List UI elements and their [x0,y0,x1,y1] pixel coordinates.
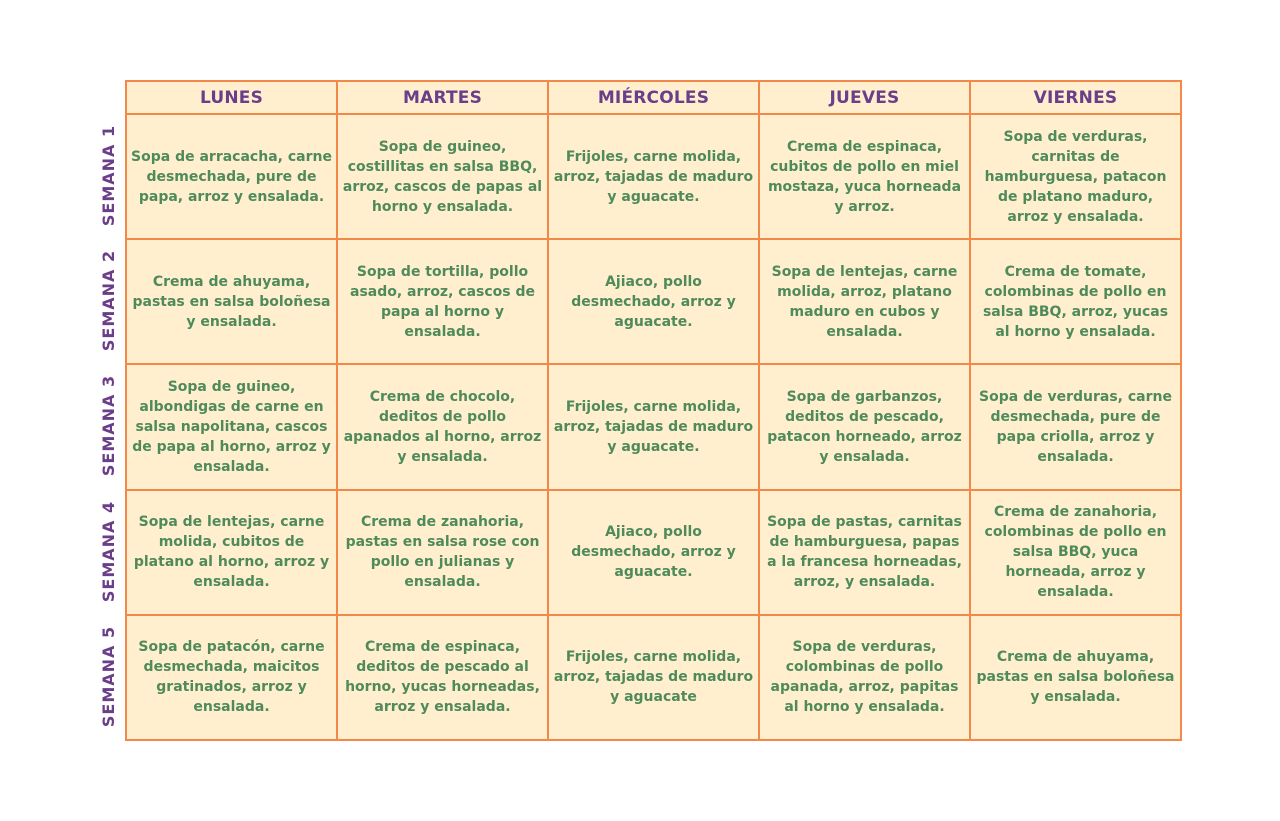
week-row-5 [126,615,1181,740]
meal-cell: Crema de tomate, colombinas de pollo en salsa BBQ, arroz, yucas al horno y ensalada. [970,239,1181,364]
meal-cell: Sopa de lentejas, carne molida, arroz, platano maduro en cubos y ensalada. [759,239,970,364]
meal-cell: Sopa de tortilla, pollo asado, arroz, cascos de papa al horno y ensalada. [337,239,548,364]
day-header-wednesday: MIÉRCOLES [548,81,759,114]
week-label-1: SEMANA 1 [99,124,119,227]
meal-cell: Crema de zanahoria, pastas en salsa rose con pollo en julianas y ensalada. [337,490,548,615]
meal-cell: Ajiaco, pollo desmechado, arroz y aguacate. [548,490,759,615]
meal-cell: Sopa de verduras, colombinas de pollo apanada, arroz, papitas al horno y ensalada. [759,615,970,740]
weekly-menu-table [125,80,1182,741]
meal-cell: Ajiaco, pollo desmechado, arroz y aguacate. [548,239,759,364]
week-label-4: SEMANA 4 [99,500,119,603]
meal-cell: Frijoles, carne molida, arroz, tajadas de maduro y aguacate. [548,364,759,489]
week-row-1 [126,114,1181,239]
meal-cell: Crema de ahuyama, pastas en salsa boloñesa y ensalada. [970,615,1181,740]
meal-cell: Frijoles, carne molida, arroz, tajadas de maduro y aguacate. [548,114,759,239]
meal-cell: Sopa de pastas, carnitas de hamburguesa, papas a la francesa horneadas, arroz, y ensalada. [759,490,970,615]
week-label-5: SEMANA 5 [99,625,119,728]
meal-cell: Sopa de patacón, carne desmechada, maicitos gratinados, arroz y ensalada. [126,615,337,740]
meal-cell: Sopa de guineo, albondigas de carne en salsa napolitana, cascos de papa al horno, arroz y ensalada. [126,364,337,489]
meal-cell: Sopa de verduras, carnitas de hamburguesa, patacon de platano maduro, arroz y ensalada. [970,114,1181,239]
week-label-3: SEMANA 3 [99,374,119,477]
meal-cell: Crema de zanahoria, colombinas de pollo en salsa BBQ, yuca horneada, arroz y ensalada. [970,490,1181,615]
week-row-2 [126,239,1181,364]
day-header-row [126,81,1181,114]
day-header-tuesday: MARTES [337,81,548,114]
meal-cell: Sopa de lentejas, carne molida, cubitos de platano al horno, arroz y ensalada. [126,490,337,615]
meal-cell: Crema de ahuyama, pastas en salsa boloñesa y ensalada. [126,239,337,364]
day-header-friday: VIERNES [970,81,1181,114]
meal-cell: Crema de chocolo, deditos de pollo apanados al horno, arroz y ensalada. [337,364,548,489]
week-row-3 [126,364,1181,489]
meal-cell: Sopa de arracacha, carne desmechada, pure de papa, arroz y ensalada. [126,114,337,239]
day-header-thursday: JUEVES [759,81,970,114]
meal-cell: Sopa de guineo, costillitas en salsa BBQ, arroz, cascos de papas al horno y ensalada. [337,114,548,239]
meal-cell: Sopa de garbanzos, deditos de pescado, patacon horneado, arroz y ensalada. [759,364,970,489]
meal-cell: Crema de espinaca, cubitos de pollo en miel mostaza, yuca horneada y arroz. [759,114,970,239]
meal-cell: Sopa de verduras, carne desmechada, pure de papa criolla, arroz y ensalada. [970,364,1181,489]
meal-cell: Frijoles, carne molida, arroz, tajadas de maduro y aguacate [548,615,759,740]
day-header-monday: LUNES [126,81,337,114]
week-label-2: SEMANA 2 [99,249,119,352]
week-row-4 [126,490,1181,615]
meal-cell: Crema de espinaca, deditos de pescado al horno, yucas horneadas, arroz y ensalada. [337,615,548,740]
